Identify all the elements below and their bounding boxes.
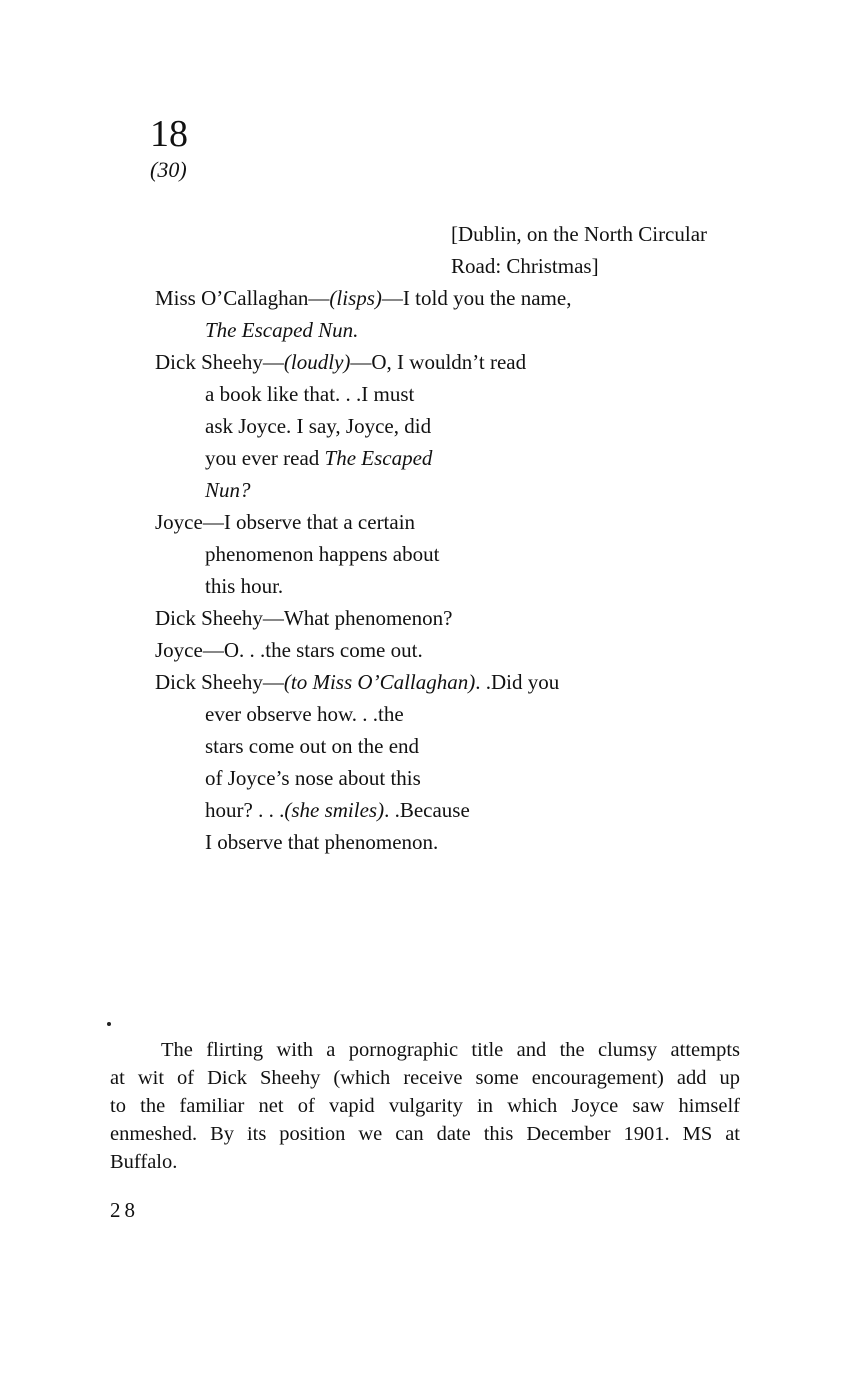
- epiphany-alternate-number: (30): [150, 157, 187, 182]
- stage-aside: (to Miss O’Callaghan): [283, 670, 476, 694]
- commentary-line: enmeshed. By its position we can date this December 1901. MS at: [110, 1123, 740, 1145]
- dialogue-line: [205, 442, 432, 474]
- page-number: 28: [110, 1198, 139, 1222]
- dialogue-line: Joyce—O. . .the stars come out.: [155, 638, 423, 662]
- commentary-line: The flirting with a pornographic title and the clumsy attempts: [161, 1039, 740, 1061]
- stage-direction-line-1: [Dublin, on the North Circular: [451, 222, 708, 246]
- speech-text: . .Did you: [475, 670, 560, 694]
- dialogue-line: phenomenon happens about: [205, 542, 440, 566]
- dialogue-line: The Escaped Nun.: [205, 318, 359, 342]
- dialogue-line: Joyce—I observe that a certain: [155, 510, 416, 534]
- stage-aside: (she smiles): [284, 798, 385, 822]
- stage-aside: (lisps): [329, 286, 382, 310]
- margin-dot: [107, 1022, 111, 1026]
- commentary-line: Buffalo.: [110, 1151, 178, 1173]
- dialogue-line: Dick Sheehy—What phenomenon?: [155, 606, 453, 630]
- speaker-name: Dick Sheehy—: [155, 670, 284, 694]
- speaker-name: Dick Sheehy—: [155, 350, 284, 374]
- epiphany-number: 18: [150, 113, 188, 155]
- stage-direction-line-2: Road: Christmas]: [451, 254, 599, 278]
- commentary-paragraph: [110, 1036, 740, 1176]
- speaker-name: Miss O’Callaghan—: [155, 286, 330, 310]
- speech-text: hour? . . .: [205, 798, 285, 822]
- speech-text: you ever read: [205, 446, 325, 470]
- dialogue-line: a book like that. . .I must: [205, 382, 415, 406]
- commentary-line: at wit of Dick Sheehy (which receive some encouragement) add up: [110, 1067, 740, 1089]
- dialogue-line: [155, 666, 559, 698]
- speech-text: —O, I wouldn’t read: [350, 350, 527, 374]
- book-title: The Escaped: [324, 446, 433, 470]
- dialogue-line: ask Joyce. I say, Joyce, did: [205, 414, 432, 438]
- commentary-line: to the familiar net of vapid vulgarity in which Joyce saw himself: [110, 1095, 740, 1117]
- dialogue-line: stars come out on the end: [205, 734, 420, 758]
- speech-text: . .Because: [384, 798, 470, 822]
- dialogue-line: [205, 794, 470, 826]
- dialogue-line: Nun?: [205, 478, 251, 502]
- dialogue-line: [155, 346, 526, 378]
- speech-text: —I told you the name,: [381, 286, 572, 310]
- dialogue-line: I observe that phenomenon.: [205, 830, 439, 854]
- dialogue-line: this hour.: [205, 574, 284, 598]
- dialogue-line: ever observe how. . .the: [205, 702, 404, 726]
- stage-aside: (loudly): [283, 350, 351, 374]
- dialogue-line: [155, 282, 571, 314]
- dialogue-line: of Joyce’s nose about this: [205, 766, 421, 790]
